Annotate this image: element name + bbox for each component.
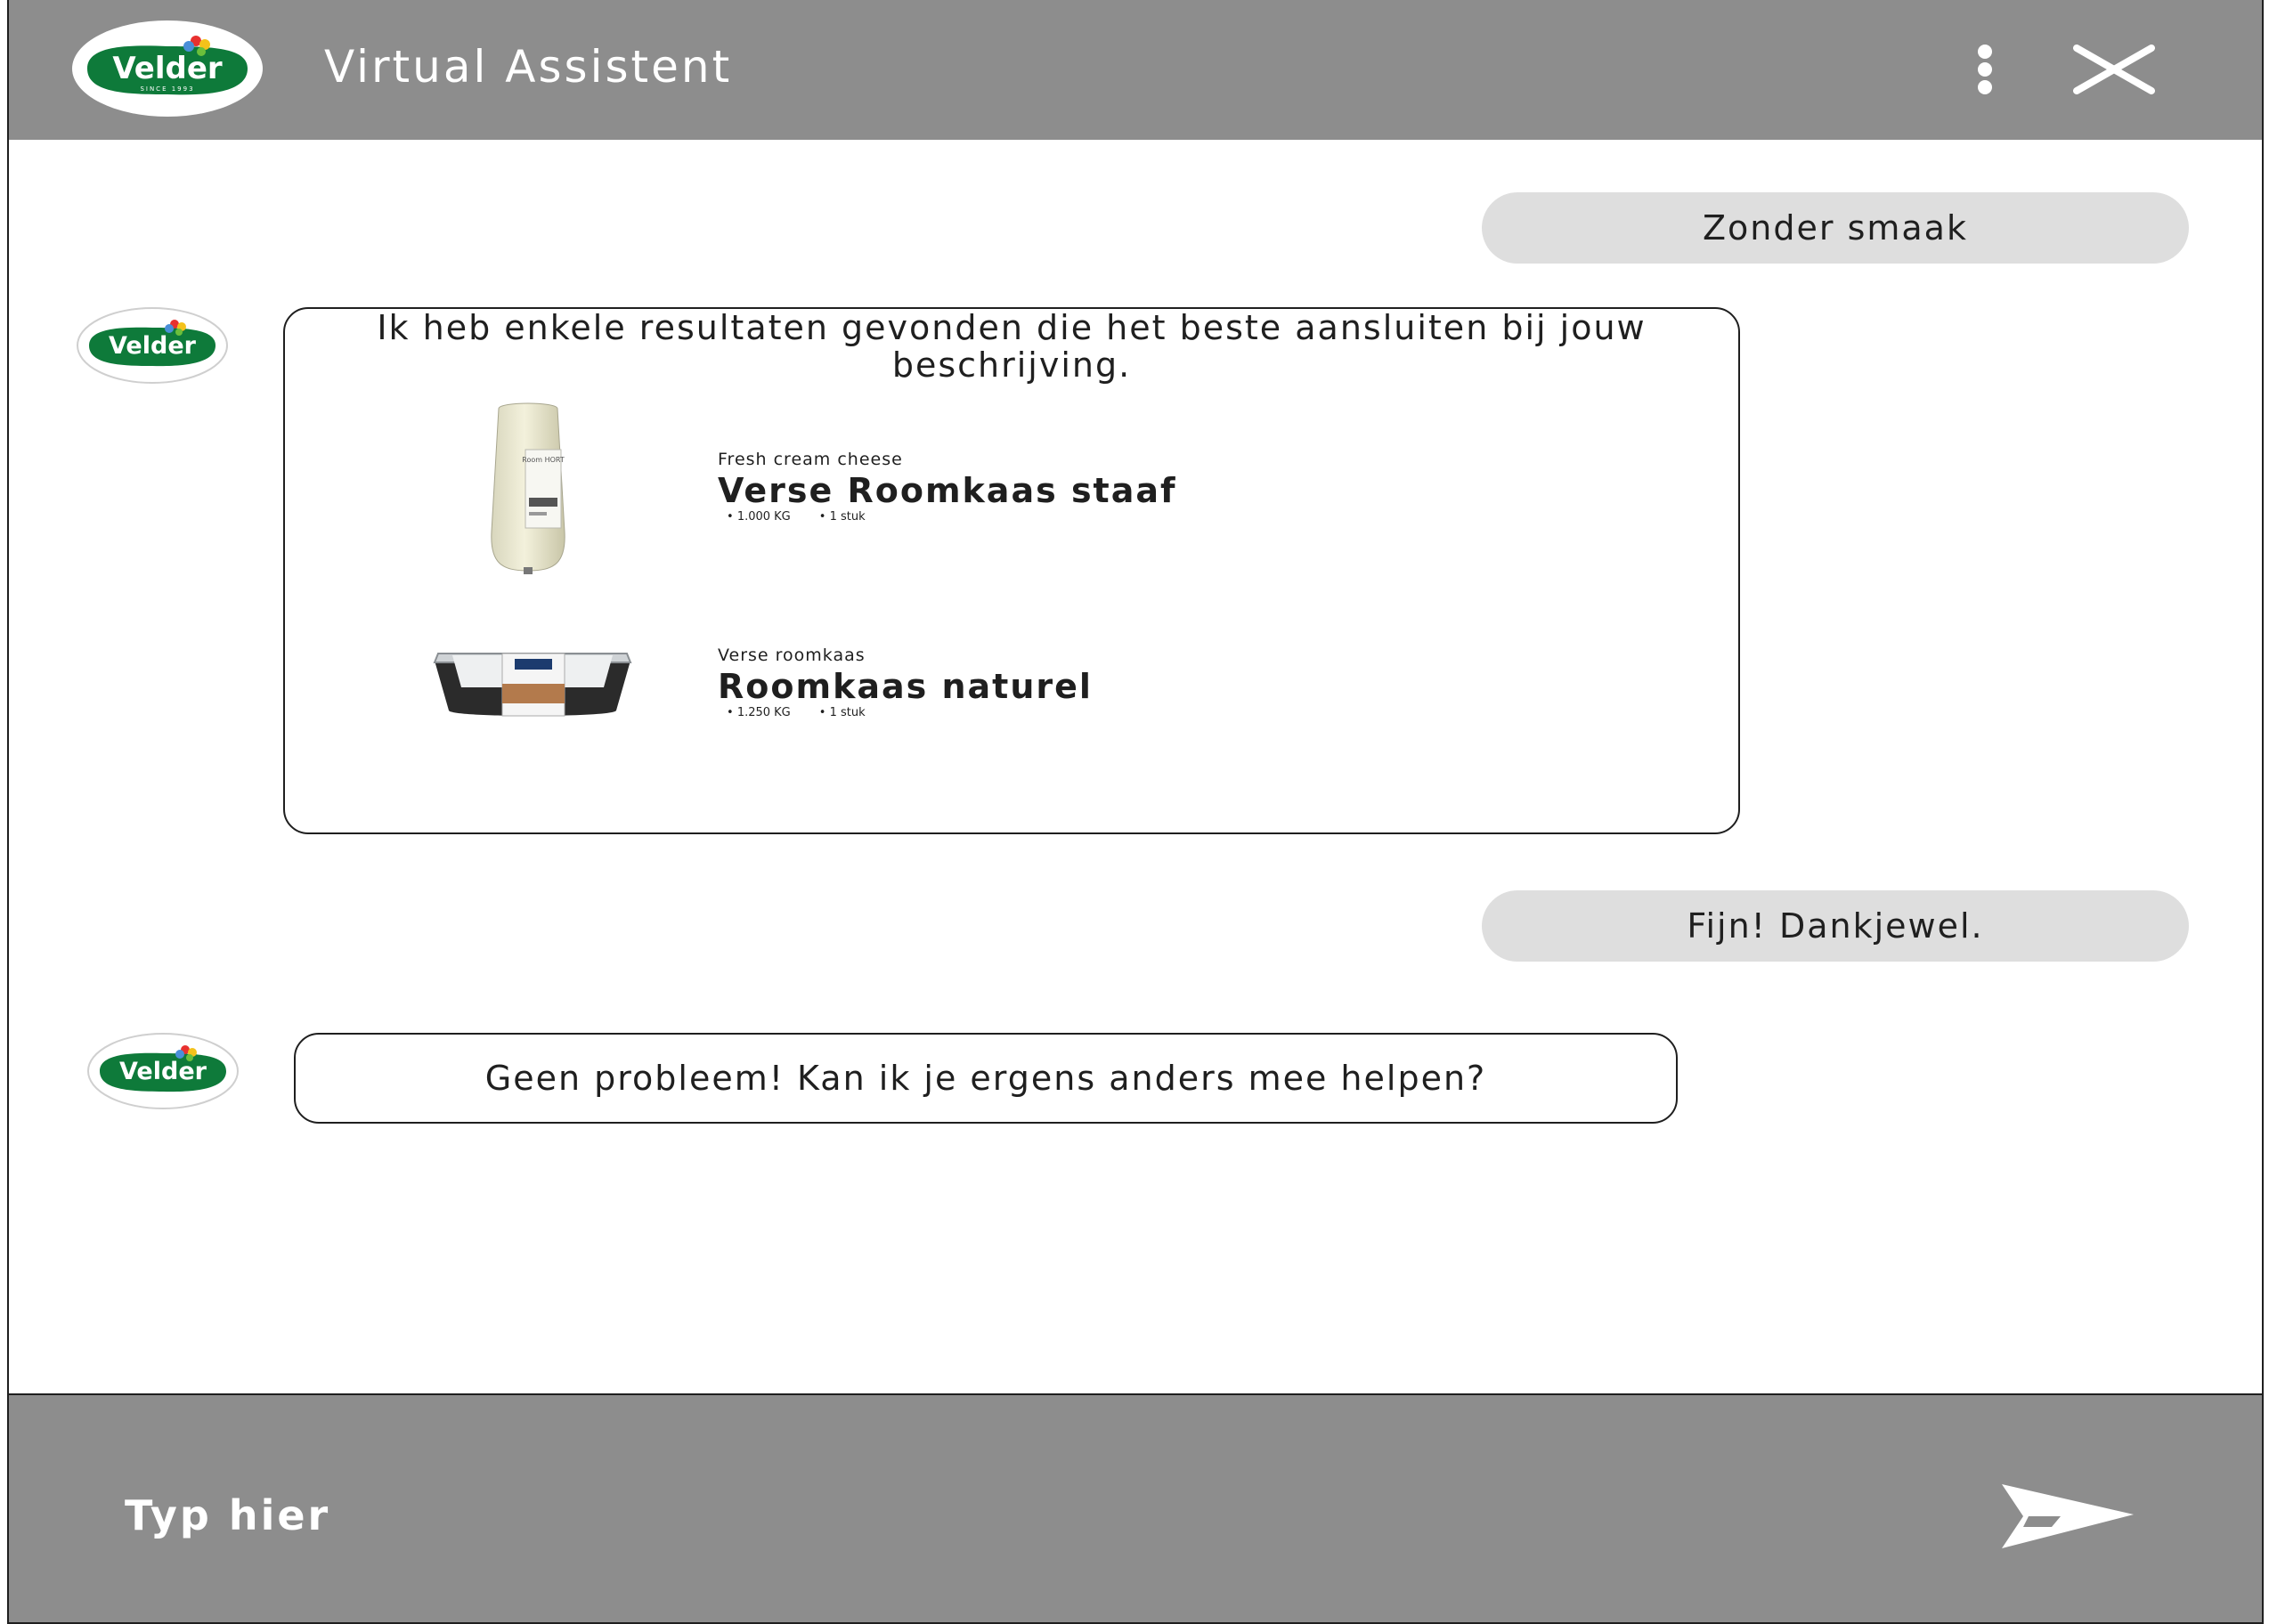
product-image-cream-cheese-roll [479,398,577,576]
package-label: Room HORT [522,456,565,464]
product-details: • 1.250 KG • 1 stuk [727,706,866,719]
svg-text:Velder: Velder [109,332,196,360]
chat-messages [9,140,2262,1393]
product-category: Fresh cream cheese [718,450,903,469]
product-details: • 1.000 KG • 1 stuk [727,510,866,524]
bot-avatar [87,1033,239,1109]
svg-text:Velder: Velder [119,1058,207,1085]
product-quantity: 1 stuk [829,706,866,719]
logo-text: Velder [112,51,223,86]
product-card[interactable] [285,398,1738,576]
bot-message-text: Ik heb enkele resultaten gevonden die het beste aansluiten bij jouw beschrijving. [377,308,1647,385]
header-bar [9,0,2262,140]
product-weight: 1.000 KG [736,510,791,524]
product-name[interactable]: Verse Roomkaas staaf [718,471,1177,510]
vertical-dots-icon[interactable] [1964,43,2006,96]
message-input[interactable] [125,1484,1549,1547]
logo-subtext: SINCE 1993 [140,85,195,93]
bot-avatar [77,307,228,384]
product-image-cream-cheese-tub [426,634,639,723]
user-message: Fijn! Dankjewel. [1482,890,2189,962]
input-bar [9,1393,2262,1622]
product-category: Verse roomkaas [718,646,866,665]
product-card[interactable] [285,634,1738,750]
send-icon[interactable] [1998,1481,2137,1552]
product-name[interactable]: Roomkaas naturel [718,667,1093,706]
product-weight: 1.250 KG [736,706,791,719]
user-message: Zonder smaak [1482,192,2189,264]
page-title: Virtual Assistent [324,41,733,93]
chat-window [7,0,2264,1624]
close-icon[interactable] [2071,45,2157,94]
product-quantity: 1 stuk [829,510,866,524]
bot-message: Geen probleem! Kan ik je ergens anders mee helpen? [294,1033,1678,1124]
bot-results-card [283,307,1740,834]
velder-logo [71,20,264,118]
